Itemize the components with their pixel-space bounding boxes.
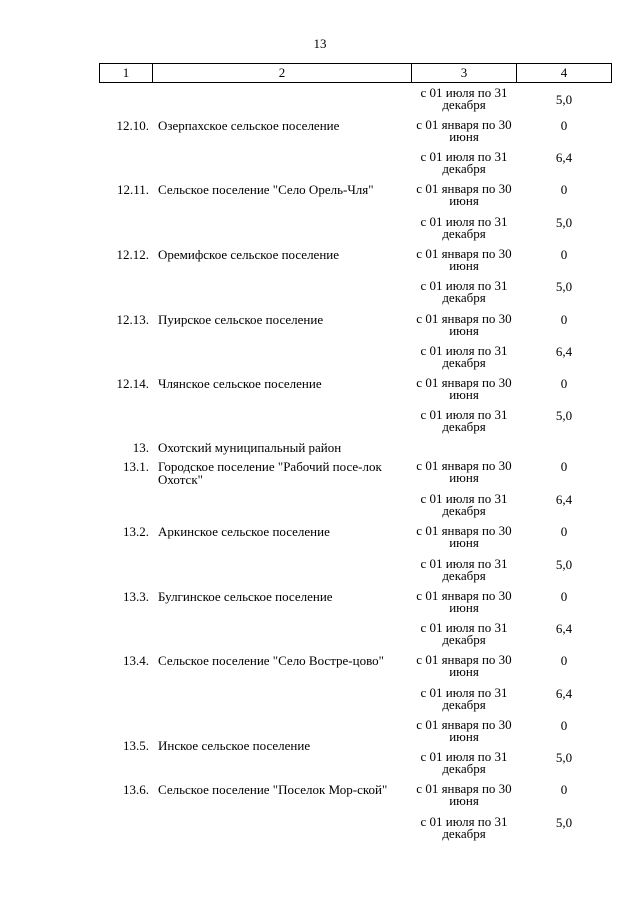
row-number: 12.13.: [116, 312, 149, 327]
row-name: Сельское поселение "Село Востре-цово": [158, 653, 384, 668]
row-value: 6,4: [555, 621, 573, 636]
row-value: 0: [560, 118, 568, 133]
row-name: Озерпахское сельское поселение: [158, 118, 340, 133]
row-name: Городское поселение "Рабочий посе-лок Охотск": [158, 459, 382, 487]
row-value: 5,0: [555, 92, 573, 107]
row-period: с 01 января по 30 июня: [416, 181, 512, 208]
row-number: 12.10.: [116, 118, 149, 133]
row-name: Инское сельское поселение: [158, 738, 311, 753]
column-header-3: 3: [412, 64, 517, 83]
row-value: 6,4: [555, 686, 573, 701]
row-value: 0: [560, 376, 568, 391]
row-value: 0: [560, 782, 568, 797]
row-number: 13.: [132, 440, 149, 455]
row-period: с 01 января по 30 июня: [416, 375, 512, 402]
row-number: 12.11.: [116, 182, 149, 197]
row-value: 0: [560, 459, 568, 474]
row-period: с 01 июля по 31 декабря: [420, 85, 508, 112]
row-number: 13.5.: [123, 738, 149, 753]
row-value: 0: [560, 312, 568, 327]
column-header-4: 4: [517, 64, 612, 83]
row-value: 6,4: [555, 344, 573, 359]
row-period: с 01 июля по 31 декабря: [420, 278, 508, 305]
row-name: Члянское сельское поселение: [158, 376, 322, 391]
row-period: с 01 июля по 31 декабря: [420, 814, 508, 841]
row-period: с 01 января по 30 июня: [416, 523, 512, 550]
row-number: 13.3.: [123, 589, 149, 604]
row-period: с 01 июля по 31 декабря: [420, 556, 508, 583]
row-period: с 01 июля по 31 декабря: [420, 620, 508, 647]
column-header-2: 2: [153, 64, 412, 83]
row-name: Аркинское сельское поселение: [158, 524, 330, 539]
row-value: 0: [560, 182, 568, 197]
row-number: 13.4.: [123, 653, 149, 668]
row-value: 6,4: [555, 492, 573, 507]
row-number: 12.12.: [116, 247, 149, 262]
row-period: с 01 июля по 31 декабря: [420, 343, 508, 370]
row-period: с 01 января по 30 июня: [416, 458, 512, 485]
row-value: 6,4: [555, 150, 573, 165]
row-period: с 01 июля по 31 декабря: [420, 685, 508, 712]
row-number: 13.6.: [123, 782, 149, 797]
row-value: 0: [560, 653, 568, 668]
row-value: 0: [560, 718, 568, 733]
row-period: с 01 июля по 31 декабря: [420, 749, 508, 776]
table-header: [99, 63, 612, 83]
row-number: 13.1.: [123, 459, 149, 474]
row-number: 12.14.: [116, 376, 149, 391]
row-period: с 01 июля по 31 декабря: [420, 491, 508, 518]
row-period: с 01 июля по 31 декабря: [420, 149, 508, 176]
row-value: 5,0: [555, 557, 573, 572]
row-value: 0: [560, 247, 568, 262]
row-name: Сельское поселение "Село Орель-Чля": [158, 182, 374, 197]
row-value: 5,0: [555, 215, 573, 230]
row-period: с 01 июля по 31 декабря: [420, 407, 508, 434]
row-period: с 01 января по 30 июня: [416, 781, 512, 808]
row-value: 5,0: [555, 408, 573, 423]
column-header-1: 1: [100, 64, 153, 83]
row-value: 5,0: [555, 750, 573, 765]
row-period: с 01 января по 30 июня: [416, 588, 512, 615]
row-name: Сельское поселение "Поселок Мор-ской": [158, 782, 388, 797]
row-period: с 01 января по 30 июня: [416, 652, 512, 679]
row-period: с 01 января по 30 июня: [416, 717, 512, 744]
row-name: Охотский муниципальный район: [158, 440, 342, 455]
row-period: с 01 января по 30 июня: [416, 117, 512, 144]
row-value: 0: [560, 589, 568, 604]
row-name: Булгинское сельское поселение: [158, 589, 333, 604]
row-name: Оремифское сельское поселение: [158, 247, 340, 262]
row-value: 5,0: [555, 815, 573, 830]
row-number: 13.2.: [123, 524, 149, 539]
row-value: 5,0: [555, 279, 573, 294]
page-number: 13: [313, 36, 327, 51]
row-period: с 01 января по 30 июня: [416, 311, 512, 338]
row-name: Пуирское сельское поселение: [158, 312, 324, 327]
row-value: 0: [560, 524, 568, 539]
row-period: с 01 января по 30 июня: [416, 246, 512, 273]
row-period: с 01 июля по 31 декабря: [420, 214, 508, 241]
